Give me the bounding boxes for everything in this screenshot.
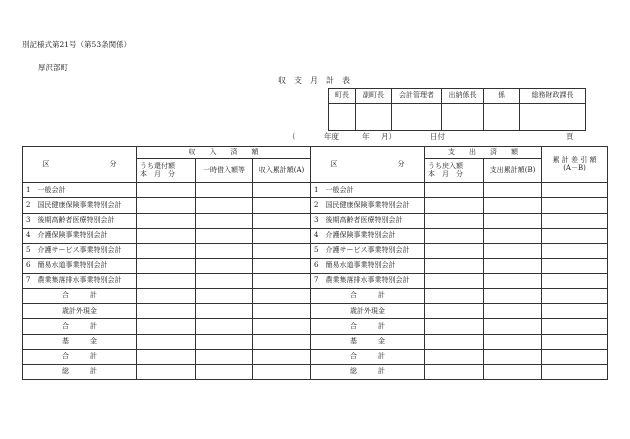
refund-cell[interactable]	[137, 213, 196, 228]
refund-label: うち還付額	[140, 162, 175, 170]
income-cumulative-cell[interactable]	[253, 304, 311, 319]
header-kubun-right	[311, 147, 425, 183]
refund-cell[interactable]	[137, 198, 196, 213]
row-label-right: 5 介護サービス事業特別会計	[311, 243, 425, 258]
diff-cell[interactable]	[542, 364, 608, 379]
diff-cell[interactable]	[542, 334, 608, 349]
expense-cumulative-cell[interactable]	[484, 334, 542, 349]
expense-cumulative-cell[interactable]	[484, 319, 542, 334]
stamp-box[interactable]	[392, 104, 442, 131]
refund-header	[137, 159, 196, 183]
row-label-right: 総 計	[311, 364, 425, 379]
income-cumulative-cell[interactable]	[253, 213, 311, 228]
diff-title: 累 計 差 引 額	[552, 155, 597, 164]
expense-cumulative-cell[interactable]	[484, 198, 542, 213]
refund-cell[interactable]	[137, 258, 196, 273]
table-row	[23, 364, 608, 379]
temp-loan-cell[interactable]	[196, 334, 253, 349]
row-label-left: 合 計	[23, 289, 137, 304]
diff-cell[interactable]	[542, 213, 608, 228]
expense-cumulative-cell[interactable]	[484, 364, 542, 379]
temp-loan-cell[interactable]	[196, 228, 253, 243]
table-row	[23, 213, 608, 228]
expense-cumulative-cell[interactable]	[484, 304, 542, 319]
stamp-box[interactable]	[329, 104, 356, 131]
return-month-label: 本 月 分	[428, 169, 464, 178]
row-label-right: 合 計	[311, 349, 425, 364]
row-label-left: 総 計	[23, 364, 137, 379]
stamp-box[interactable]	[520, 104, 586, 131]
row-label-left: 歳計外現金	[23, 304, 137, 319]
row-label-right: 7 農業集落排水事業特別会計	[311, 274, 425, 289]
table-row	[23, 243, 608, 258]
refund-cell[interactable]	[137, 274, 196, 289]
expense-cumulative-cell[interactable]	[484, 243, 542, 258]
return-cell[interactable]	[425, 258, 484, 273]
header-kubun-char: 区	[330, 159, 338, 168]
return-cell[interactable]	[425, 319, 484, 334]
income-cumulative-header: 収入累計額(A)	[253, 159, 311, 183]
fiscal-year-label: 年度	[324, 132, 339, 141]
table-row	[23, 289, 608, 304]
income-cumulative-cell[interactable]	[253, 258, 311, 273]
row-label-right: 合 計	[311, 319, 425, 334]
return-cell[interactable]	[425, 213, 484, 228]
expense-group-header: 支 出 済 額	[425, 147, 542, 159]
return-header	[425, 159, 484, 183]
diff-cell[interactable]	[542, 258, 608, 273]
income-cumulative-cell[interactable]	[253, 319, 311, 334]
year-label: 年	[362, 132, 370, 141]
expense-cumulative-cell[interactable]	[484, 274, 542, 289]
refund-cell[interactable]	[137, 183, 196, 198]
diff-header	[542, 147, 608, 183]
temp-loan-header: 一時借入額等	[196, 159, 253, 183]
row-label-left: 合 計	[23, 349, 137, 364]
diff-cell[interactable]	[542, 228, 608, 243]
stamp-box[interactable]	[356, 104, 392, 131]
income-cumulative-cell[interactable]	[253, 349, 311, 364]
income-cumulative-cell[interactable]	[253, 243, 311, 258]
row-label-left: 4 介護保険事業特別会計	[23, 228, 137, 243]
table-row	[23, 258, 608, 273]
expense-cumulative-cell[interactable]	[484, 228, 542, 243]
temp-loan-cell[interactable]	[196, 198, 253, 213]
row-label-left: 2 国民健康保険事業特別会計	[23, 198, 137, 213]
row-label-right: 2 国民健康保険事業特別会計	[311, 198, 425, 213]
return-cell[interactable]	[425, 183, 484, 198]
row-label-left: 5 介護サービス事業特別会計	[23, 243, 137, 258]
town-name: 厚沢部町	[38, 63, 68, 72]
income-cumulative-cell[interactable]	[253, 198, 311, 213]
row-label-right: 歳計外現金	[311, 304, 425, 319]
expense-cumulative-cell[interactable]	[484, 213, 542, 228]
refund-cell[interactable]	[137, 334, 196, 349]
header-bun-char: 分	[109, 159, 117, 168]
row-label-right: 3 後期高齢者医療特別会計	[311, 213, 425, 228]
page-title: 収 支 月 計 表	[278, 76, 350, 85]
return-cell[interactable]	[425, 349, 484, 364]
diff-cell[interactable]	[542, 243, 608, 258]
diff-cell[interactable]	[542, 198, 608, 213]
diff-cell[interactable]	[542, 319, 608, 334]
temp-loan-cell[interactable]	[196, 349, 253, 364]
income-cumulative-cell[interactable]	[253, 183, 311, 198]
table-row	[23, 304, 608, 319]
approval-stamp-table	[328, 88, 586, 131]
period-open-paren: （	[288, 132, 296, 141]
income-cumulative-cell[interactable]	[253, 289, 311, 304]
temp-loan-cell[interactable]	[196, 243, 253, 258]
refund-cell[interactable]	[137, 364, 196, 379]
income-group-header: 収 入 済 額	[137, 147, 311, 159]
temp-loan-cell[interactable]	[196, 274, 253, 289]
stamp-box[interactable]	[484, 104, 520, 131]
date-label: 日付	[430, 132, 445, 141]
row-label-right: 4 介護保険事業特別会計	[311, 228, 425, 243]
refund-month-label: 本 月 分	[140, 169, 175, 178]
return-cell[interactable]	[425, 334, 484, 349]
table-row	[23, 274, 608, 289]
refund-cell[interactable]	[137, 304, 196, 319]
expense-cumulative-cell[interactable]	[484, 258, 542, 273]
row-label-right: 6 簡易水道事業特別会計	[311, 258, 425, 273]
expense-cumulative-cell[interactable]	[484, 349, 542, 364]
header-kubun-char: 区	[42, 159, 50, 168]
return-cell[interactable]	[425, 198, 484, 213]
income-cumulative-cell[interactable]	[253, 364, 311, 379]
temp-loan-cell[interactable]	[196, 319, 253, 334]
diff-subtitle: (A－B)	[563, 163, 586, 172]
row-label-left: 合 計	[23, 319, 137, 334]
diff-cell[interactable]	[542, 349, 608, 364]
table-row	[23, 319, 608, 334]
monthly-balance-table	[22, 146, 608, 380]
return-label: うち戻入額	[428, 162, 464, 170]
table-row	[23, 349, 608, 364]
temp-loan-cell[interactable]	[196, 213, 253, 228]
return-cell[interactable]	[425, 289, 484, 304]
return-cell[interactable]	[425, 243, 484, 258]
page-label: 頁	[566, 132, 574, 141]
approval-role: 町長	[329, 89, 356, 104]
diff-cell[interactable]	[542, 304, 608, 319]
approval-role: 出納係長	[442, 89, 484, 104]
return-cell[interactable]	[425, 228, 484, 243]
refund-cell[interactable]	[137, 243, 196, 258]
stamp-box[interactable]	[442, 104, 484, 131]
refund-cell[interactable]	[137, 289, 196, 304]
refund-cell[interactable]	[137, 349, 196, 364]
row-label-left: 1 一般会計	[23, 183, 137, 198]
refund-cell[interactable]	[137, 228, 196, 243]
table-row	[23, 334, 608, 349]
row-label-left: 基 金	[23, 334, 137, 349]
return-cell[interactable]	[425, 364, 484, 379]
approval-role: 会計管理者	[392, 89, 442, 104]
row-label-left: 7 農業集落排水事業特別会計	[23, 274, 137, 289]
table-row	[23, 183, 608, 198]
expense-cumulative-header: 支出累計額(B)	[484, 159, 542, 183]
row-label-left: 6 簡易水道事業特別会計	[23, 258, 137, 273]
expense-cumulative-cell[interactable]	[484, 289, 542, 304]
diff-cell[interactable]	[542, 274, 608, 289]
approval-role: 係	[484, 89, 520, 104]
row-label-right: 基 金	[311, 334, 425, 349]
temp-loan-cell[interactable]	[196, 304, 253, 319]
income-cumulative-cell[interactable]	[253, 334, 311, 349]
return-cell[interactable]	[425, 304, 484, 319]
header-bun-char: 分	[397, 159, 405, 168]
refund-cell[interactable]	[137, 319, 196, 334]
income-cumulative-cell[interactable]	[253, 274, 311, 289]
row-label-right: 合 計	[311, 289, 425, 304]
header-kubun-left	[23, 147, 137, 183]
row-label-left: 3 後期高齢者医療特別会計	[23, 213, 137, 228]
temp-loan-cell[interactable]	[196, 258, 253, 273]
diff-cell[interactable]	[542, 289, 608, 304]
table-row	[23, 198, 608, 213]
temp-loan-cell[interactable]	[196, 364, 253, 379]
temp-loan-cell[interactable]	[196, 289, 253, 304]
diff-cell[interactable]	[542, 183, 608, 198]
form-reference: 別記様式第21号（第53条関係）	[22, 40, 132, 49]
month-label: 月）	[381, 132, 396, 141]
approval-role: 総務財政課長	[520, 89, 586, 104]
return-cell[interactable]	[425, 274, 484, 289]
income-cumulative-cell[interactable]	[253, 228, 311, 243]
expense-cumulative-cell[interactable]	[484, 183, 542, 198]
approval-role: 副町長	[356, 89, 392, 104]
table-row	[23, 228, 608, 243]
temp-loan-cell[interactable]	[196, 183, 253, 198]
row-label-right: 1 一般会計	[311, 183, 425, 198]
